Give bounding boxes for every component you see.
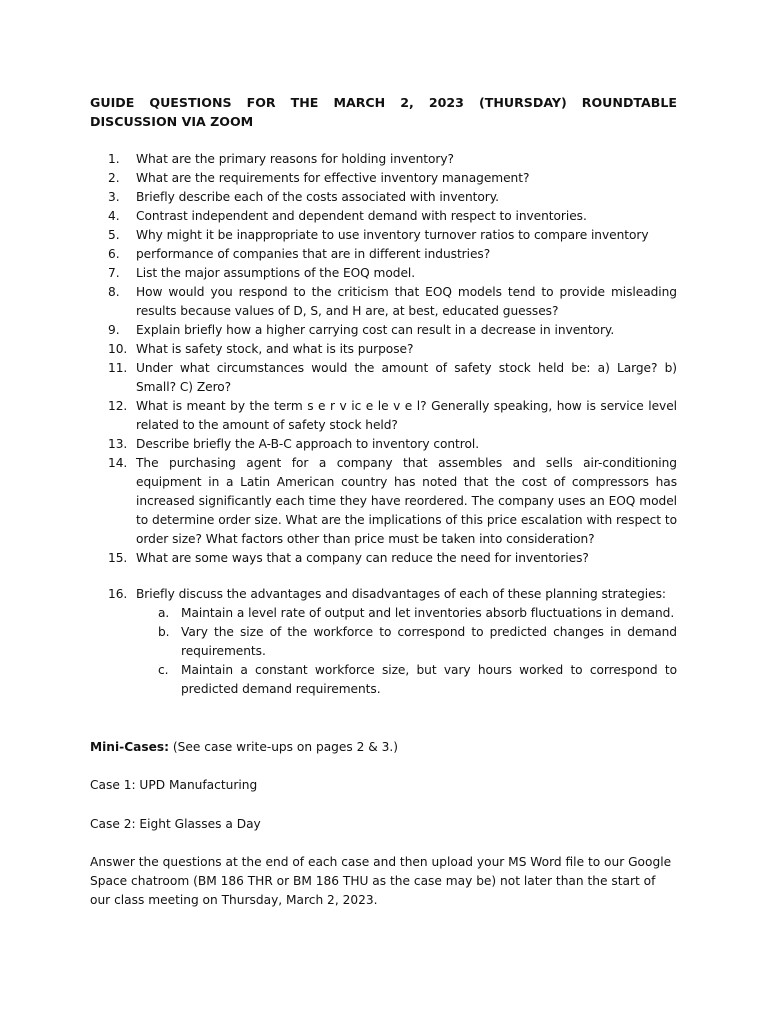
question-item — [0, 188, 677, 207]
question-number: 8. — [108, 285, 120, 299]
question-number: 3. — [108, 190, 120, 204]
strategy-letter: a. — [158, 606, 170, 620]
question-text: What are the primary reasons for holding inventory? — [136, 152, 454, 166]
strategy-letter: b. — [158, 625, 170, 639]
question-item — [0, 283, 677, 321]
question-item — [0, 435, 677, 454]
question-text: How would you respond to the criticism that EOQ models tend to provide misleading results because values of D, S, and H are, at best, educated guesses? — [136, 285, 677, 318]
question-text: Why might it be inappropriate to use inventory turnover ratios to compare inventory — [136, 228, 649, 242]
question-text: What is meant by the term s e r v ic e le v e l? Generally speaking, how is service level related to the amount of safety stock held? — [136, 399, 677, 432]
question-text: Describe briefly the A-B-C approach to inventory control. — [136, 437, 480, 451]
question-number: 4. — [108, 209, 120, 223]
strategy-item — [136, 661, 677, 699]
question-item — [0, 585, 677, 699]
question-text: What are some ways that a company can reduce the need for inventories? — [136, 551, 589, 565]
question-item — [0, 549, 677, 568]
question-number: 10. — [108, 342, 128, 356]
question-text: Contrast independent and dependent demand with respect to inventories. — [136, 209, 587, 223]
question-item — [0, 340, 677, 359]
mini-cases-line — [90, 738, 680, 757]
planning-strategies-list — [136, 604, 677, 699]
question-text: List the major assumptions of the EOQ model. — [136, 266, 416, 280]
question-item — [0, 264, 677, 283]
strategy-text: Maintain a level rate of output and let inventories absorb fluctuations in demand. — [181, 606, 675, 620]
mini-cases-note: (See case write-ups on pages 2 & 3.) — [169, 740, 399, 754]
question-number: 2. — [108, 171, 120, 185]
question-number: 14. — [108, 456, 128, 470]
submission-instructions: Answer the questions at the end of each case and then upload your MS Word file to our Google Space chatroom (BM 186 THR or BM 186 THU as the case may be) not later than the start of our class meeting on Thursday, March 2, 2023. — [90, 855, 672, 907]
question-number: 12. — [108, 399, 128, 413]
question-text: What are the requirements for effective inventory management? — [136, 171, 530, 185]
question-number: 13. — [108, 437, 128, 451]
question-text: Explain briefly how a higher carrying cost can result in a decrease in inventory. — [136, 323, 615, 337]
question-item — [0, 454, 677, 549]
strategy-item — [136, 623, 677, 661]
question-text: What is safety stock, and what is its purpose? — [136, 342, 414, 356]
question-item — [0, 321, 677, 340]
strategy-text: Maintain a constant workforce size, but vary hours worked to correspond to predicted demand requirements. — [181, 663, 677, 696]
case-1-title: Case 1: UPD Manufacturing — [90, 778, 258, 792]
question-number: 7. — [108, 266, 120, 280]
question-item — [0, 226, 677, 245]
question-number: 9. — [108, 323, 120, 337]
question-text: performance of companies that are in different industries? — [136, 247, 491, 261]
question-item — [0, 245, 677, 264]
case-2-title: Case 2: Eight Glasses a Day — [90, 817, 261, 831]
mini-cases-label: Mini-Cases: — [90, 740, 170, 754]
question-text: Briefly discuss the advantages and disadvantages of each of these planning strategies: — [136, 587, 666, 601]
question-number: 1. — [108, 152, 120, 166]
question-item — [0, 207, 677, 226]
question-number: 16. — [108, 587, 128, 601]
question-number: 6. — [108, 247, 120, 261]
question-item — [0, 150, 677, 169]
question-number: 15. — [108, 551, 128, 565]
question-item — [0, 169, 677, 188]
question-number: 5. — [108, 228, 120, 242]
document-title: GUIDE QUESTIONS FOR THE MARCH 2, 2023 (THURSDAY) ROUNDTABLE DISCUSSION VIA ZOOM — [90, 95, 677, 129]
question-text: The purchasing agent for a company that assembles and sells air-conditioning equipment in a Latin American country has noted that the cost of compressors has increased significantly each time they have reordered. The company uses an EOQ model to determine order size. What are the implications of this price escalation with respect to order size? What factors other than price must be taken into consideration? — [136, 456, 677, 546]
question-text: Under what circumstances would the amount of safety stock held be: a) Large? b) Small? C) Zero? — [136, 361, 677, 394]
guide-questions-list — [0, 150, 768, 699]
strategy-text: Vary the size of the workforce to correspond to predicted changes in demand requirements. — [181, 625, 677, 658]
strategy-letter: c. — [158, 663, 169, 677]
question-item — [0, 397, 677, 435]
question-text: Briefly describe each of the costs associated with inventory. — [136, 190, 499, 204]
strategy-item — [136, 604, 677, 623]
question-number: 11. — [108, 361, 128, 375]
question-item — [0, 359, 677, 397]
